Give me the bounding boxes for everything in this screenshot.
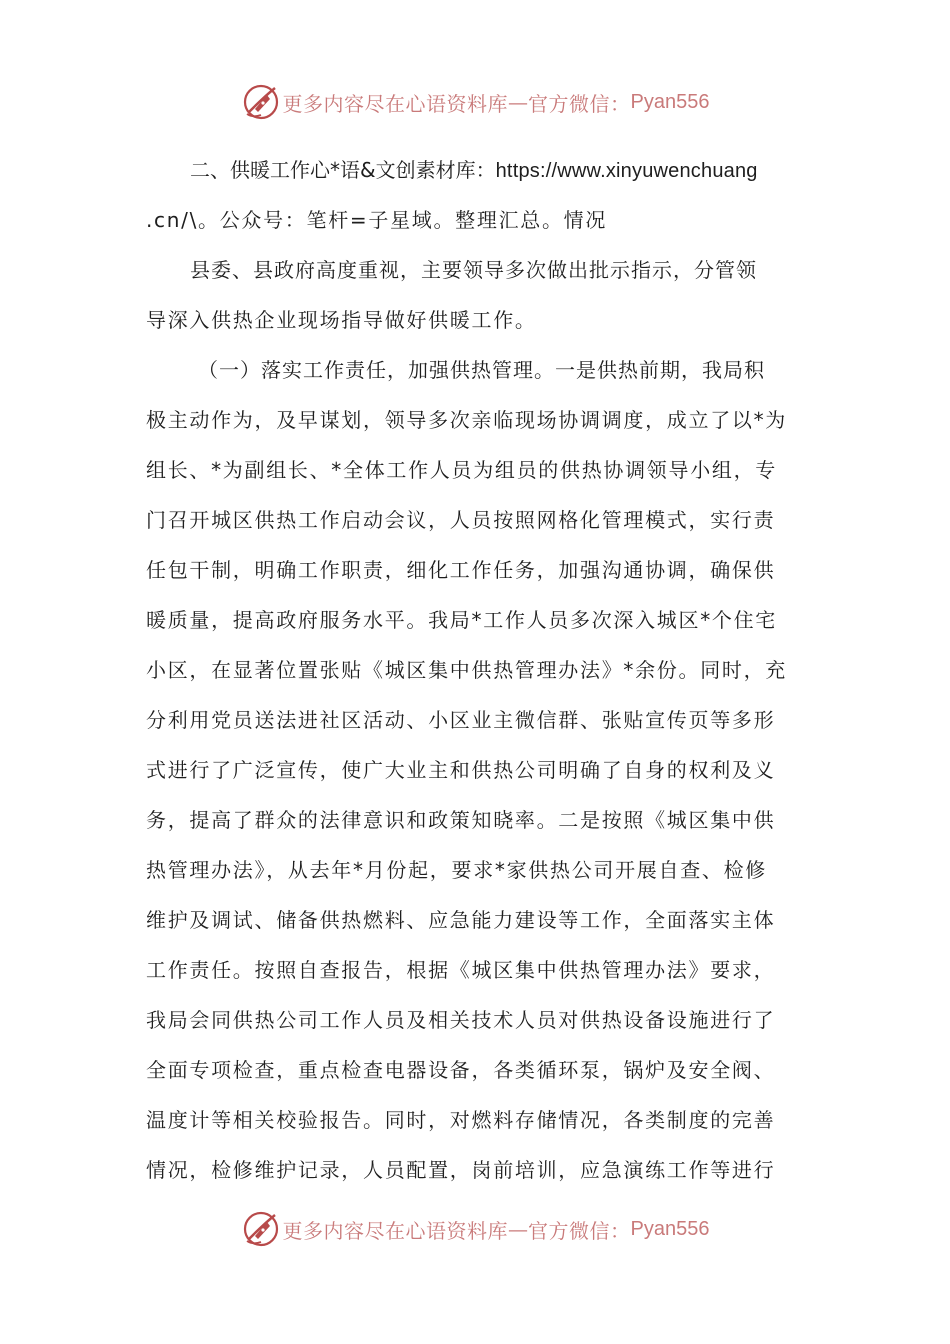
banner-dash: — <box>508 90 529 114</box>
paragraph-line: 全面专项检查，重点检查电器设备，各类循环泵，锅炉及安全阀、 <box>146 1058 776 1082</box>
paragraph-line: 导深入供热企业现场指导做好供暖工作。 <box>146 308 537 332</box>
paragraph-line: 工作责任。按照自查报告，根据《城区集中供热管理办法》要求， <box>146 958 776 982</box>
paragraph-line: 温度计等相关校验报告。同时，对燃料存储情况，各类制度的完善 <box>146 1108 776 1132</box>
paragraph-line: 务，提高了群众的法律意识和政策知晓率。二是按照《城区集中供 <box>146 808 776 832</box>
header-banner <box>0 80 950 124</box>
pen-nib-logo-icon <box>241 82 281 122</box>
paragraph-line: 任包干制，明确工作职责，细化工作任务，加强沟通协调，确保供 <box>146 558 776 582</box>
paragraph-line: 二、供暖工作心*语&文创素材库：https://www.xinyuwenchuang <box>190 158 758 182</box>
document-body <box>146 145 806 1195</box>
banner-dash: — <box>508 1217 529 1241</box>
paragraph-line: 暖质量，提高政府服务水平。我局*工作人员多次深入城区*个住宅 <box>146 608 777 632</box>
paragraph-line: 式进行了广泛宣传，使广大业主和供热公司明确了自身的权利及义 <box>146 758 776 782</box>
banner-label: 官方微信： <box>528 91 631 116</box>
banner-label: 官方微信： <box>528 1218 631 1243</box>
paragraph-line: 极主动作为，及早谋划，领导多次亲临现场协调调度，成立了以*为 <box>146 408 787 432</box>
paragraph-line: 县委、县政府高度重视，主要领导多次做出批示指示，分管领 <box>190 258 757 282</box>
paragraph-line: 门召开城区供热工作启动会议，人员按照网格化管理模式，实行责 <box>146 508 776 532</box>
paragraph-line: 小区，在显著位置张贴《城区集中供热管理办法》*余份。同时，充 <box>146 658 787 682</box>
paragraph-line: 热管理办法》，从去年*月份起，要求*家供热公司开展自查、检修 <box>146 858 767 882</box>
banner-text: 更多内容尽在心语资料库 <box>282 1218 509 1243</box>
banner-wechat-id: Pyan556 <box>630 90 710 113</box>
pen-nib-logo-icon <box>241 1209 281 1249</box>
paragraph-line: 维护及调试、储备供热燃料、应急能力建设等工作，全面落实主体 <box>146 908 776 932</box>
banner-wechat-id: Pyan556 <box>630 1217 710 1240</box>
footer-banner <box>0 1207 950 1251</box>
paragraph-line: （一）落实工作责任，加强供热管理。一是供热前期，我局积 <box>198 358 765 382</box>
paragraph-line: .cn/\。公众号：笔杆=子星域。整理汇总。情况 <box>146 208 608 232</box>
paragraph-line: 分利用党员送法进社区活动、小区业主微信群、张贴宣传页等多形 <box>146 708 776 732</box>
paragraph-line: 组长、*为副组长、*全体工作人员为组员的供热协调领导小组，专 <box>146 458 777 482</box>
paragraph-line: 情况，检修维护记录，人员配置，岗前培训，应急演练工作等进行 <box>146 1158 776 1182</box>
paragraph-line: 我局会同供热公司工作人员及相关技术人员对供热设备设施进行了 <box>146 1008 776 1032</box>
banner-text: 更多内容尽在心语资料库 <box>282 91 509 116</box>
